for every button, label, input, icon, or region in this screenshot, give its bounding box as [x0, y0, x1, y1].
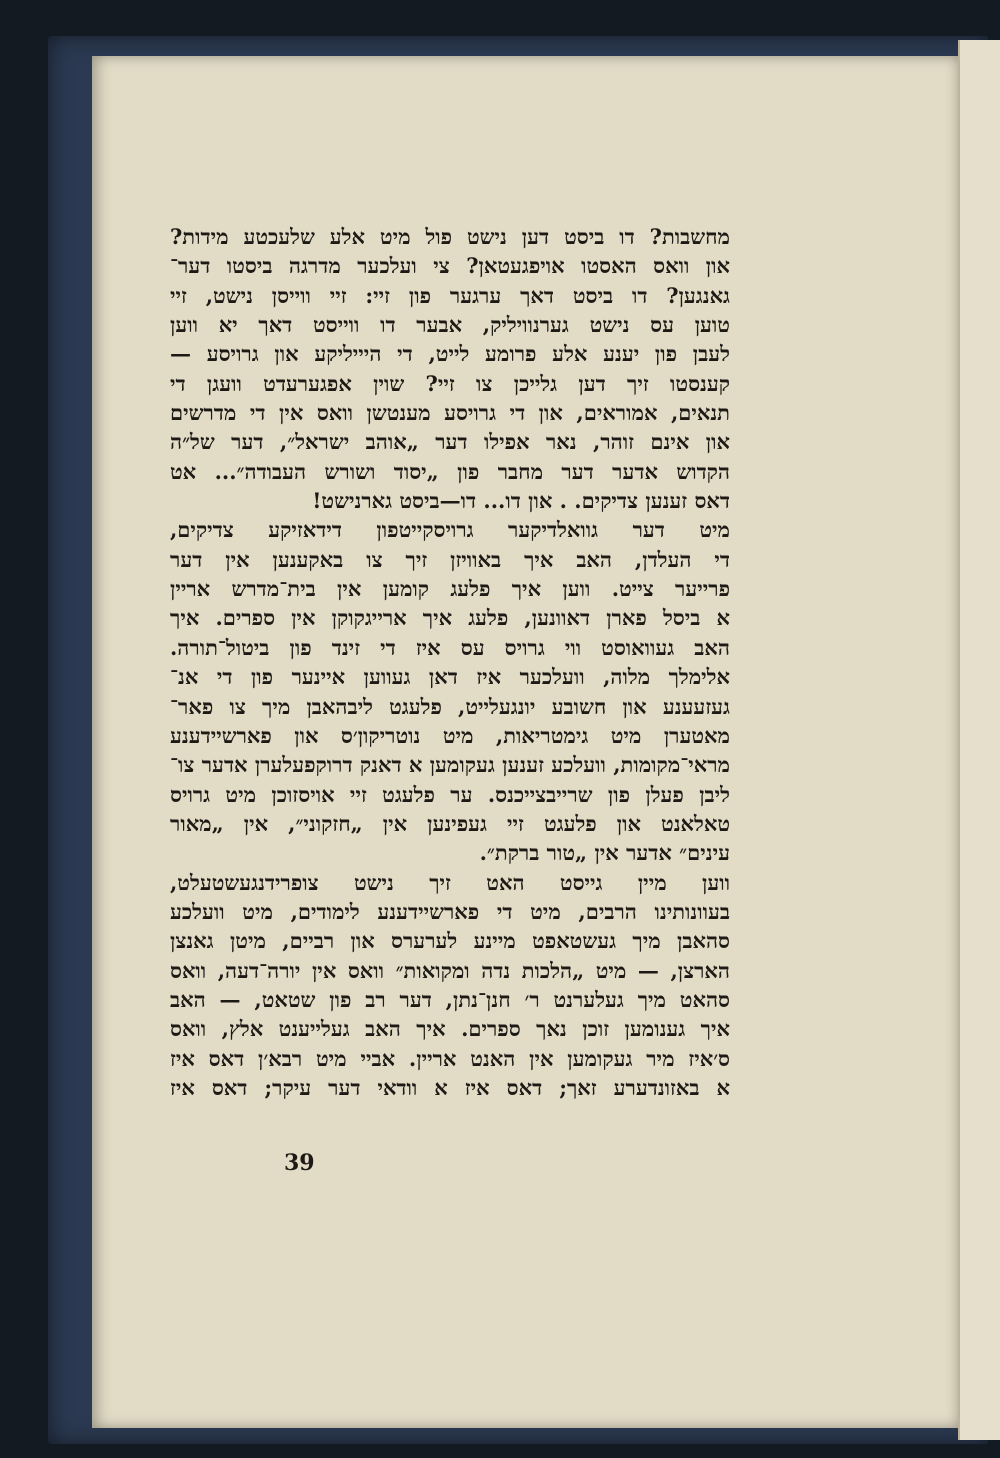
text-line: די העלדן, האב איך באוויזן זיך צו באקענען אין דער	[170, 546, 730, 572]
text-line: טוען עס נישט גערנוויליק, אבער דו ווייסט דאך יא ווען	[170, 312, 730, 338]
text-line: מאטערן מיט גימטריאות, מיט נוטריקון׳ס און פארשיידענע	[170, 722, 730, 748]
text-line: ס׳איז מיר געקומען אין האנט אריין. אביי מיט רבא׳ן דאס איז	[170, 1045, 730, 1071]
text-line: סהאבן מיך געשטאפט מיינע לערערס און רביים, מיטן גאנצן	[170, 928, 730, 954]
text-line: האב געוואוסט ווי גרויס עס איז די זינד פון ביטול־תורה.	[170, 634, 730, 660]
text-line: און וואס האסטו אויפגעטאן? צי ועלכער מדרגה ביסטו דער־	[170, 253, 730, 279]
text-line: הקדוש אדער דער מחבר פון „יסוד ושורש העבודה״... אט	[170, 458, 730, 484]
text-line: מיט דער גוואלדיקער גרויסקייטפון דידאזיקע צדיקים,	[170, 517, 730, 543]
text-line: מחשבות? דו ביסט דען נישט פול מיט אלע שלעכטע מידות?	[170, 224, 730, 249]
page-text	[170, 222, 730, 1102]
text-line: איך גענומען זוכן נאך ספרים. איך האב געלייענט אלץ, וואס	[170, 1016, 730, 1042]
text-line: ווען מיין גייסט האט זיך נישט צופרידנגעשטעלט,	[170, 869, 730, 895]
text-line: פרייער צייט. ווען איך פלעג קומען אין בית־מדרש אריין	[170, 576, 730, 602]
text-line: לעבן פון יענע אלע פרומע לייט, די היייליקע און גרויסע —	[170, 341, 730, 367]
text-line: א באזונדערע זאך; דאס איז א וודאי דער עיקר; דאס איז	[170, 1074, 730, 1100]
text-line: טאלאנט און פלעגט זיי געפינען אין „חזקוני״, אין „מאור	[170, 810, 730, 836]
text-line: אלימלך מלוה, וועלכער איז דאן געווען איינער פון די אנ־	[170, 664, 730, 690]
text-line: דאס זענען צדיקים. . און דו... דו—ביסט גארנישט!	[312, 488, 730, 514]
text-line: תנאים, אמוראים, און די גרויסע מענטשן וואס אין די מדרשים	[170, 400, 730, 426]
text-line: בעוונותינו הרבים, מיט די פארשיידענע לימודים, מיט וועלכע	[170, 898, 730, 924]
facing-page-edge	[958, 40, 1000, 1440]
text-line: א ביסל פארן דאוונען, פלעג איך ארייגקוקן אין ספרים. איך	[170, 605, 730, 631]
text-line: קענסטו זיך דען גלייכן צו זיי? שוין אפגערעדט וועגן די	[170, 370, 730, 396]
page-number: 39	[284, 1150, 315, 1176]
text-line: ליבן פעלן פון שרייבצייכנס. ער פלעגט זיי אויסזוכן מיט גרויס	[170, 781, 730, 807]
text-line: גאנגען? דו ביסט דאך ערגער פון זיי: זיי ווייסן נישט, זיי	[170, 282, 730, 308]
text-line: און אינם זוהר, נאר אפילו דער „אוהב ישראל״, דער של״ה	[170, 429, 730, 455]
text-line: עינים״ אדער אין „טור ברקת״.	[479, 840, 730, 866]
text-line: געזעענע און חשובע יונגעלייט, פלעגט ליבהאבן מיך צו פאר־	[170, 693, 730, 719]
text-line: הארצן, — מיט „הלכות נדה ומקואות״ וואס אין יורה־דעה, וואס	[170, 957, 730, 983]
text-line: מראי־מקומות, וועלכע זענען געקומען א דאנק דרוקפעלערן אדער צו־	[170, 752, 730, 778]
text-line: סהאט מיך געלערנט ר׳ חנן־נתן, דער רב פון שטאט, — האב	[170, 986, 730, 1012]
